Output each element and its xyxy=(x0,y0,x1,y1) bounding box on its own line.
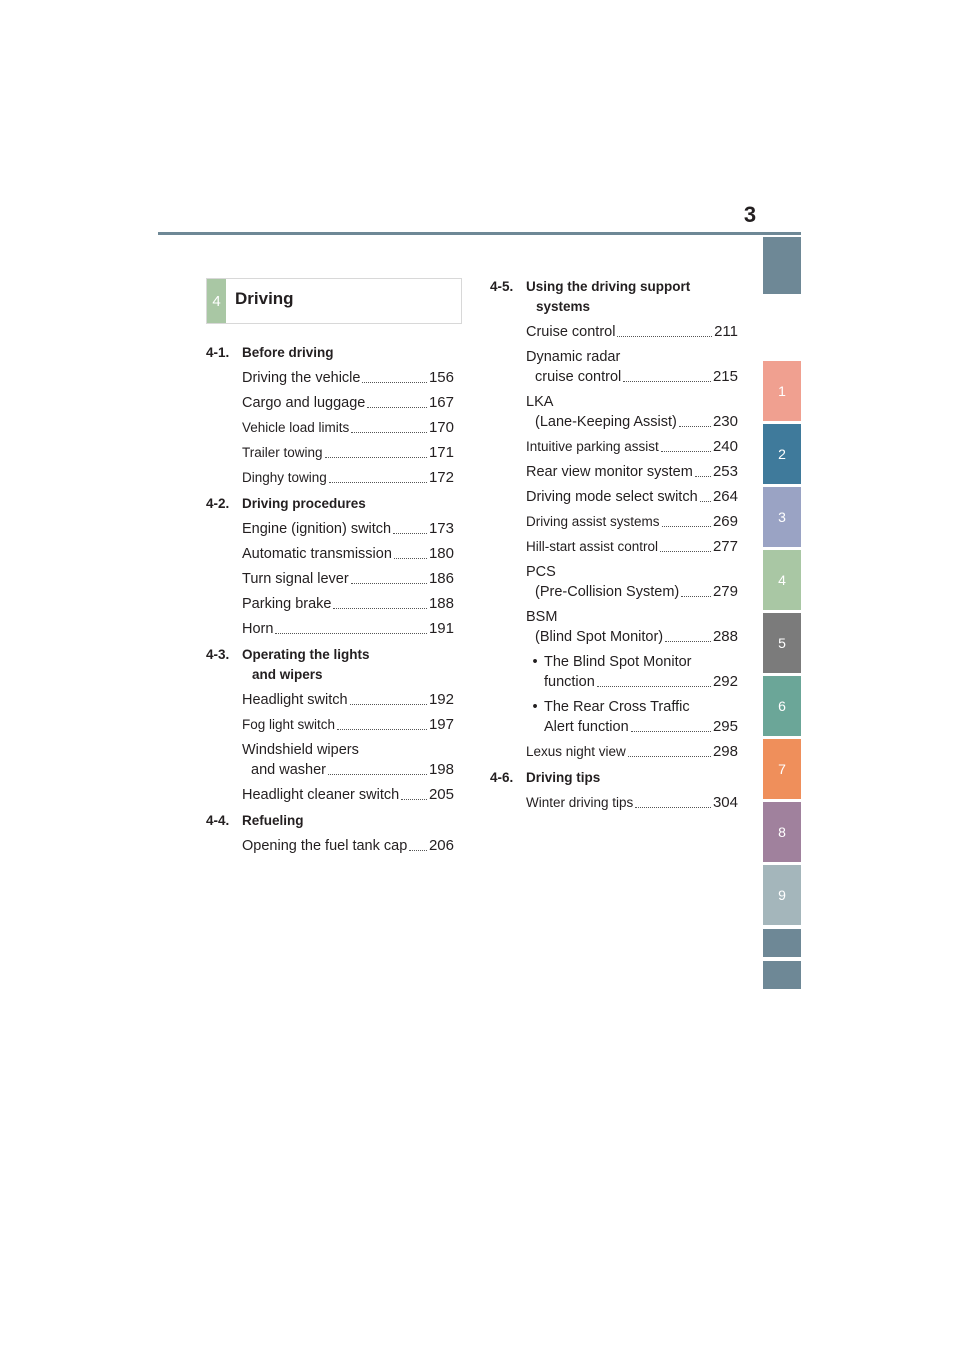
tab-chapter-3[interactable] xyxy=(763,487,801,547)
tab-chapter-1[interactable] xyxy=(763,361,801,421)
toc-entry[interactable]: Driving assist systems 269 xyxy=(526,513,738,530)
toc-entry[interactable]: Horn 191 xyxy=(242,620,454,637)
toc-entry[interactable]: PCS (Pre-Collision System) 279 xyxy=(526,564,738,600)
section-number: 4-4. xyxy=(206,813,230,828)
section-number: 4-3. xyxy=(206,647,230,662)
section-title: Before driving xyxy=(242,345,334,360)
bullet: • xyxy=(532,654,538,670)
toc-entry[interactable]: Parking brake 188 xyxy=(242,595,454,612)
tab-label: 3 xyxy=(778,509,786,525)
toc-entry[interactable]: Trailer towing 171 xyxy=(242,444,454,461)
toc-entry[interactable]: Cruise control 211 xyxy=(526,323,738,340)
toc-entry[interactable]: Intuitive parking assist 240 xyxy=(526,438,738,455)
toc-sub-entry[interactable]: • The Blind Spot Monitor function 292 xyxy=(490,652,738,692)
tab-label: 1 xyxy=(778,383,786,399)
section-title: Refueling xyxy=(242,813,304,828)
bullet: • xyxy=(532,699,538,715)
toc-entry[interactable]: BSM (Blind Spot Monitor) 288 xyxy=(526,609,738,645)
section-title-line2: systems xyxy=(536,299,591,314)
section-title: Driving procedures xyxy=(242,496,366,511)
toc-entry[interactable]: Dinghy towing 172 xyxy=(242,469,454,486)
section-number: 4-2. xyxy=(206,496,230,511)
toc-column-right xyxy=(490,277,738,813)
chapter-heading xyxy=(206,278,462,324)
toc-entry[interactable]: Lexus night view 298 xyxy=(526,743,738,760)
tab-label: 7 xyxy=(778,761,786,777)
toc-entry[interactable]: LKA (Lane-Keeping Assist) 230 xyxy=(526,394,738,430)
section-heading[interactable] xyxy=(490,277,738,317)
section-title-line2: and wipers xyxy=(252,667,323,682)
section-heading[interactable] xyxy=(206,494,454,514)
tab-chapter-7[interactable] xyxy=(763,739,801,799)
tab-label: 4 xyxy=(778,572,786,588)
tab-chapter-5[interactable] xyxy=(763,613,801,673)
toc-entry[interactable]: Opening the fuel tank cap 206 xyxy=(242,837,454,854)
chapter-title: Driving xyxy=(235,289,294,308)
section-heading[interactable] xyxy=(206,811,454,831)
tab-chapter-9[interactable] xyxy=(763,865,801,925)
section-title: Using the driving support xyxy=(526,279,691,294)
section-number: 4-1. xyxy=(206,345,230,360)
tab-blank-top[interactable] xyxy=(763,237,801,294)
tab-index[interactable] xyxy=(763,929,801,957)
toc-entry[interactable]: Vehicle load limits 170 xyxy=(242,419,454,436)
tab-label: 6 xyxy=(778,698,786,714)
tab-index-2[interactable] xyxy=(763,961,801,989)
toc-entry[interactable]: Cargo and luggage 167 xyxy=(242,394,454,411)
section-heading[interactable] xyxy=(490,768,738,788)
header-rule xyxy=(158,232,801,235)
toc-entry[interactable]: Driving mode select switch 264 xyxy=(526,488,738,505)
toc-entry[interactable]: Headlight cleaner switch 205 xyxy=(242,786,454,803)
toc-entry[interactable]: Automatic transmission 180 xyxy=(242,545,454,562)
section-number: 4-6. xyxy=(490,770,514,785)
section-heading[interactable] xyxy=(206,645,454,685)
page-number: 3 xyxy=(743,202,757,227)
section-title: Operating the lights xyxy=(242,647,370,662)
toc-entry[interactable]: Dynamic radar cruise control 215 xyxy=(526,349,738,385)
toc-entry[interactable]: Winter driving tips 304 xyxy=(526,794,738,811)
section-title: Driving tips xyxy=(526,770,601,785)
toc-entry[interactable]: Headlight switch 192 xyxy=(242,691,454,708)
tab-label: 2 xyxy=(778,446,786,462)
tab-label: 8 xyxy=(778,824,786,840)
tab-chapter-8[interactable] xyxy=(763,802,801,862)
tab-label: 9 xyxy=(778,887,786,903)
toc-entry[interactable]: Hill-start assist control 277 xyxy=(526,538,738,555)
section-number: 4-5. xyxy=(490,279,514,294)
tab-chapter-6[interactable] xyxy=(763,676,801,736)
tab-label: 5 xyxy=(778,635,786,651)
chapter-number-badge: 4 xyxy=(207,279,226,323)
tab-chapter-4[interactable] xyxy=(763,550,801,610)
toc-entry[interactable]: Engine (ignition) switch 173 xyxy=(242,520,454,537)
section-heading[interactable] xyxy=(206,343,454,363)
tab-chapter-2[interactable] xyxy=(763,424,801,484)
toc-entry[interactable]: Driving the vehicle 156 xyxy=(242,369,454,386)
toc-sub-entry[interactable]: • The Rear Cross Traffic Alert function 295 xyxy=(490,697,738,737)
toc-entry[interactable]: Fog light switch 197 xyxy=(242,716,454,733)
toc-entry[interactable]: Turn signal lever 186 xyxy=(242,570,454,587)
toc-column-left xyxy=(206,343,454,856)
toc-entry[interactable]: Rear view monitor system 253 xyxy=(526,463,738,480)
toc-entry[interactable]: Windshield wipers and washer 198 xyxy=(242,742,454,778)
